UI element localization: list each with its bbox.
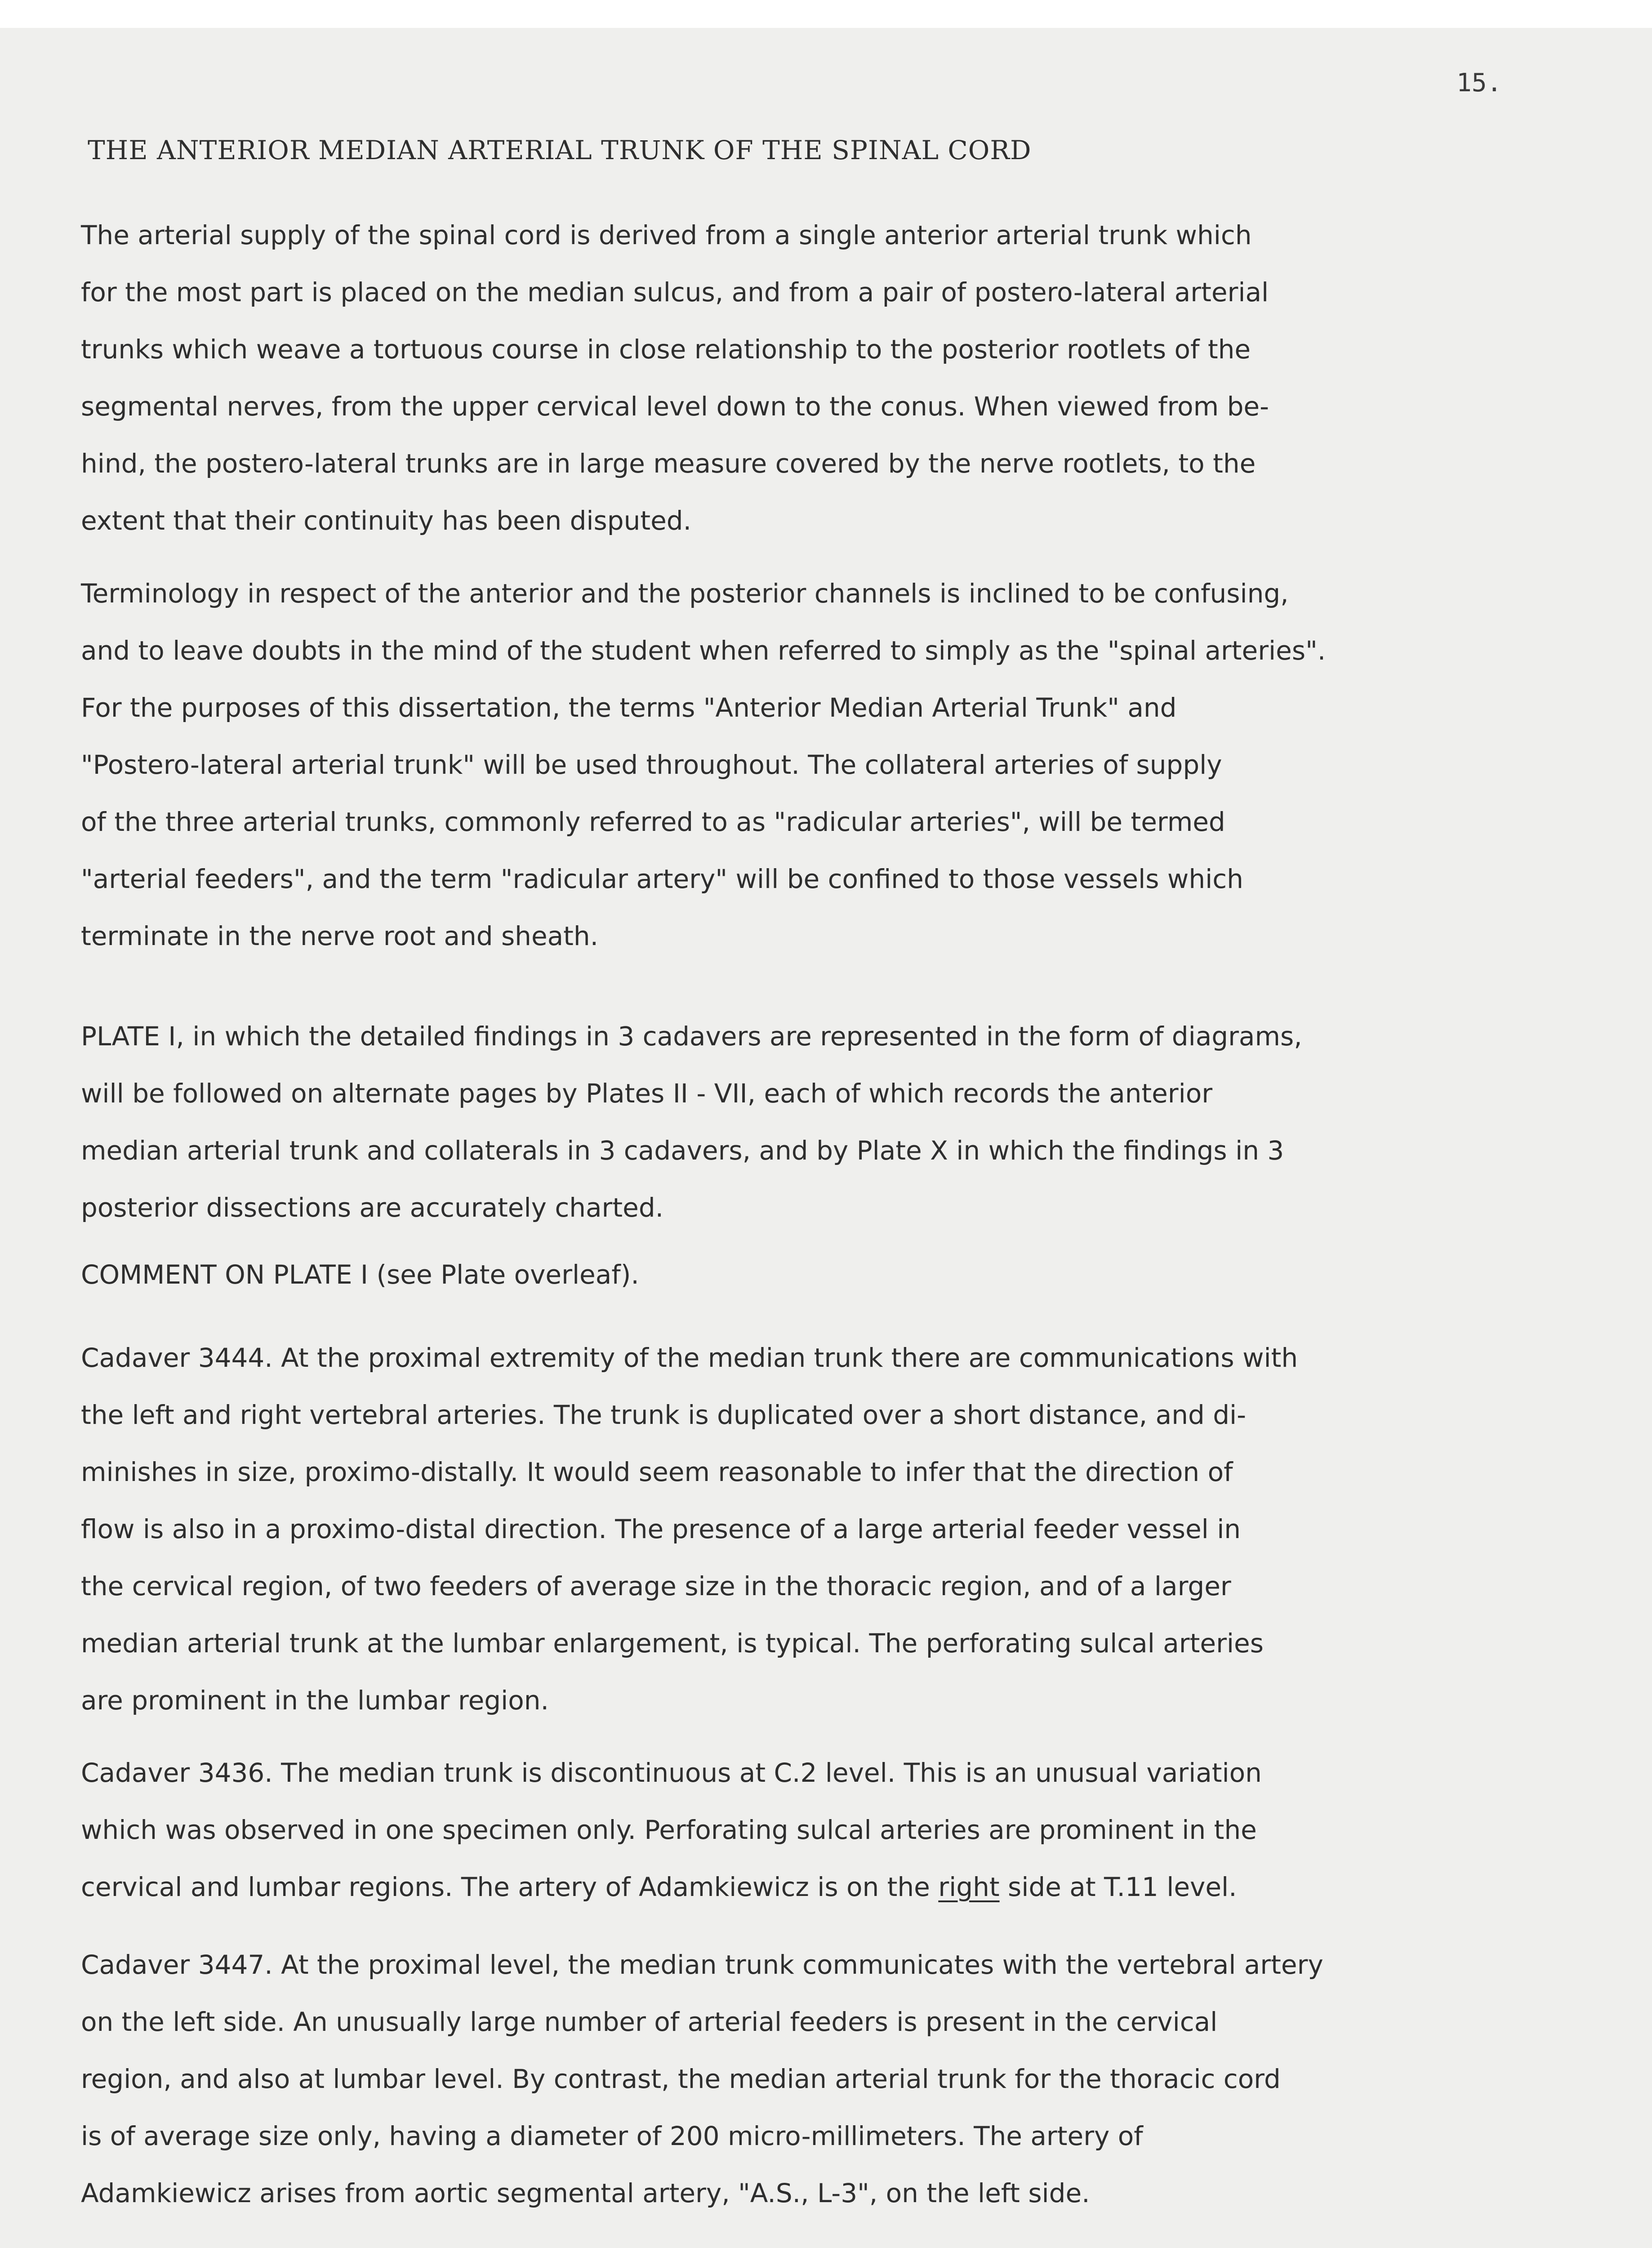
text-line: Adamkiewicz arises from aortic segmental artery, "A.S., L-3", on the left side. [81, 2178, 1090, 2208]
paragraph-terminology [81, 565, 1519, 965]
text-line: segmental nerves, from the upper cervical level down to the conus. When viewed from be- [81, 391, 1269, 422]
text-line: will be followed on alternate pages by Plates II - VII, each of which records the anterior [81, 1078, 1213, 1109]
text-line: is of average size only, having a diameter of 200 micro-millimeters. The artery of [81, 2121, 1143, 2151]
text-line: terminate in the nerve root and sheath. [81, 921, 599, 951]
text-line: flow is also in a proximo-distal direction. The presence of a large arterial feeder vessel in [81, 1514, 1241, 1544]
paragraph-cadaver-3447 [81, 1936, 1519, 2222]
paragraph-intro [81, 207, 1519, 549]
text-line: median arterial trunk and collaterals in 3 cadavers, and by Plate X in which the findings in 3 [81, 1135, 1284, 1166]
text-line: Terminology in respect of the anterior and the posterior channels is inclined to be confusing, [81, 578, 1289, 609]
text-line: extent that their continuity has been disputed. [81, 505, 692, 536]
text-line: the cervical region, of two feeders of average size in the thoracic region, and of a larger [81, 1571, 1231, 1601]
underlined-word: right [938, 1872, 1000, 1902]
page-title: THE ANTERIOR MEDIAN ARTERIAL TRUNK OF THE SPINAL CORD [88, 135, 1032, 165]
text-line: trunks which weave a tortuous course in close relationship to the posterior rootlets of the [81, 334, 1251, 365]
text-line: on the left side. An unusually large number of arterial feeders is present in the cervical [81, 2007, 1218, 2037]
paragraph-plates [81, 1008, 1519, 1236]
text-line: "arterial feeders", and the term "radicular artery" will be confined to those vessels which [81, 864, 1243, 894]
text-line: Cadaver 3436. The median trunk is discontinuous at C.2 level. This is an unusual variation [81, 1757, 1262, 1788]
text-line: of the three arterial trunks, commonly referred to as "radicular arteries", will be termed [81, 807, 1225, 837]
text-line: The arterial supply of the spinal cord is derived from a single anterior arterial trunk which [81, 220, 1252, 250]
text-line: are prominent in the lumbar region. [81, 1685, 549, 1716]
text-line: For the purposes of this dissertation, the terms "Anterior Median Arterial Trunk" and [81, 692, 1177, 723]
text-line: median arterial trunk at the lumbar enlargement, is typical. The perforating sulcal arteries [81, 1628, 1264, 1659]
text-line: and to leave doubts in the mind of the student when referred to simply as the "spinal arteries". [81, 635, 1326, 666]
document-page [0, 28, 1652, 2248]
text-line: posterior dissections are accurately charted. [81, 1192, 664, 1223]
text-line: region, and also at lumbar level. By contrast, the median arterial trunk for the thoracic cord [81, 2064, 1281, 2094]
paragraph-cadaver-3436 [81, 1744, 1519, 1916]
text-line: Cadaver 3444. At the proximal extremity of the median trunk there are communications with [81, 1343, 1298, 1373]
comment-heading [81, 1246, 1519, 1303]
text-line: PLATE I, in which the detailed findings in 3 cadavers are represented in the form of diagrams, [81, 1021, 1302, 1052]
text-line: Cadaver 3447. At the proximal level, the median trunk communicates with the vertebral artery [81, 1949, 1323, 1980]
text-line: the left and right vertebral arteries. The trunk is duplicated over a short distance, and di- [81, 1400, 1247, 1430]
text-line: which was observed in one specimen only. Perforating sulcal arteries are prominent in the [81, 1815, 1257, 1845]
text-line: hind, the postero-lateral trunks are in large measure covered by the nerve rootlets, to the [81, 448, 1256, 479]
page-number: 15. [1456, 68, 1502, 98]
text-line: COMMENT ON PLATE I (see Plate overleaf). [81, 1259, 639, 1290]
text-line: for the most part is placed on the median sulcus, and from a pair of postero-lateral arterial [81, 277, 1269, 308]
text-line: "Postero-lateral arterial trunk" will be used throughout. The collateral arteries of supply [81, 749, 1222, 780]
text-line: minishes in size, proximo-distally. It would seem reasonable to infer that the direction of [81, 1457, 1233, 1487]
text-line: cervical and lumbar regions. The artery of Adamkiewicz is on the right side at T.11 level. [81, 1872, 1237, 1902]
paragraph-cadaver-3444 [81, 1329, 1519, 1729]
